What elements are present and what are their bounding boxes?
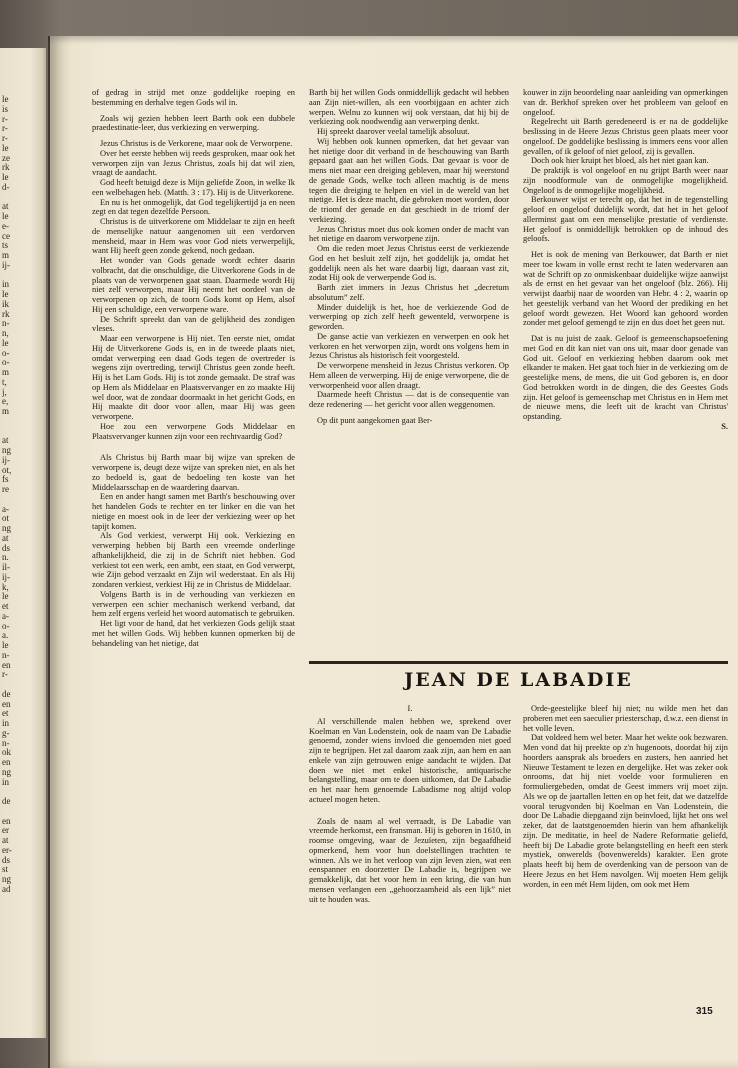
left-page-fragment: o- (2, 347, 10, 358)
left-page-fragment: de (2, 796, 11, 806)
left-page-fragment: ot, (2, 464, 12, 475)
paragraph: of gedrag in strijd met onze goddelijke roeping en bestemming en derhalve tegen Gods wil in. (92, 88, 295, 107)
paragraph: Dat voldeed hem wel beter. Maar het wekte ook bezwaren. Men vond dat hij preekte op z'n hugenoots, doordat hij zijn hoorders aansprak als broeders en zusters, hen aanried het Nieuwe Testament te lezen en dergelijke. Het was zeker ook onrooms, dat hij niet voelde voor formulieren en formuliergebeden, omdat de Geest immers vrij moet zijn. Als we op de jaartallen letten en op het feit, dat we datzelfde vooral terugvonden bij Koelman en Van Lodenstein, die door De Labadie diepgaand zijn beinvloed, lijkt het ons wel zeker, dat de laatstgenoemden hierin van hem afhankelijk zijn. De meditatie, in heel de Nadere Reformatie geliefd, heeft bij De Labadie grote belangstelling en heeft een sterk mystiek, onwerelds (bovenwerelds) karakter. Een grote plaats heeft bij hem de overdenking van de persoon van de Heere Jezus en het Hem navolgen. Wij moeten Hem gelijk worden, in een mét Hem lijden, om ook met Hem (523, 733, 728, 889)
left-page-fragment: k, (2, 581, 9, 592)
paragraph: De ganse actie van verkiezen en verwerpen en ook het verkoren en het verworpen zijn, wordt ons volgens hem in Jezus Christus als historisch feit voorgesteld. (309, 331, 509, 361)
paragraph: Orde-geestelijke bleef hij niet; nu wilde men het dan proberen met een saeculier priesterschap, d.w.z. een dienst in het volle leven. (523, 704, 728, 733)
paragraph: Doch ook hier kruipt het bloed, als het niet gaan kan. (531, 156, 709, 166)
left-page-fragment: in (2, 776, 10, 787)
paragraph: Het is ook de mening van Berkouwer, dat Barth er niet meer toe kwam in volle ernst recht te laten wedervaren aan wat de Schrift op zo onmiskenbaar duidelijke wijze aanwijst als de ernst en het gevaar van het ongeloof (blz. 266). Hij verwijst daarbij naar de woorden van Hebr. 4 : 2, waarin op het geestelijk verband van het Woord der prediking en het geloof wordt gewezen. Het Woord kan gehoord worden zonder met geloof gemengd te zijn en dus doet het geen nut. (523, 250, 728, 328)
left-page-fragment: le (2, 289, 9, 299)
left-page-fragment: en (2, 659, 11, 670)
left-page-edge (0, 48, 46, 1038)
paragraph: Dat is nu juist de zaak. Geloof is gemeenschapsoefening met God en dit kan niet van ons uit, maar door genade van God uit. Geloof en verkiezing hebben daarom ook met elkander te maken. Het gaat toch hier in de verkiezing om de geestelijke mens, de mens, die uit God geboren is, en door God betrokken wordt in de dingen, die des Geestes Gods zijn. Het geloof is gemeenschap met Christus en in Hem met de nieuwe mens, die leeft uit de kracht van Christus' opstanding. (523, 334, 728, 421)
left-page-fragment: d- (2, 181, 10, 192)
left-page-fragment: o- (2, 357, 10, 368)
left-page-fragment: le (2, 94, 9, 104)
left-page-fragment: rk (2, 162, 10, 173)
left-page-fragment: e- (2, 220, 9, 231)
paragraph: Christus is de uitverkorene om Middelaar te zijn en heeft de menselijke natuur aangenomen uit een verdorven mensheid, maar in Hem was voor God niets verwerpelijk, want Hij heeft geen zonde gekend, noch gedaan. (92, 217, 295, 256)
left-page-fragment: at (2, 201, 9, 212)
left-page-fragment: g- (2, 727, 10, 738)
paragraph: Daarmede heeft Christus — dat is de consequentie van deze redenering — het gericht voor allen weggenomen. (309, 390, 509, 409)
paragraph: Hoe zou een verworpene Gods Middelaar en Plaatsvervanger kunnen zijn voor een rechtvaardig God? (92, 421, 295, 441)
paragraph: Jezus Christus moet dus ook komen onder de macht van het nietige en daarom verworpene zijn. (309, 224, 509, 244)
left-page-fragment: ng (2, 445, 11, 455)
paragraph: De verworpene mensheid in Jezus Christus verkoren. Op Hem alleen de verwerping. Hij de enige verworpene, die de verworpenheid voor allen draagt. (309, 361, 509, 390)
left-page-fragment: t, (2, 376, 7, 387)
left-page-fragment: ok (2, 747, 11, 758)
paragraph: Regelrecht uit Barth geredeneerd is er na de goddelijke beslissing in de Heere Jezus Christus geen plaats meer voor ongeloof. De goddelijke beslissing is immers eens voor allen gevallen, of ik geloof of niet geloof, zij is gevallen. (523, 117, 728, 156)
column-1 (92, 88, 295, 648)
left-page-fragment: a- (2, 503, 9, 514)
left-page-fragment: r- (2, 669, 8, 680)
left-page-fragment: in (2, 718, 10, 728)
paragraph: Als God verkiest, verwerpt Hij ook. Verkiezing en verwerping hebben bij Barth een vreemde onderlinge afhankelijkheid, die zij in de Schrift niet hebben. God verkiest tot een werk, een ambt, een staat, en God verwerpt, wie Zijn gebod verzaakt en Zijn wil wederstaat. En als Hij zondaren verkiest, verkiest Hij ze in Christus de Middelaar. (92, 531, 295, 589)
paragraph: De Schrift spreekt dan van de gelijkheid des zondigen vleses. (92, 314, 295, 334)
left-page-fragment: et (2, 601, 9, 611)
section-numeral: I. (407, 704, 413, 713)
left-page-fragment: er (2, 825, 9, 836)
left-page-fragment: ce (2, 230, 10, 241)
left-page-fragment: r- (2, 113, 8, 124)
left-page-fragment: ik (2, 298, 10, 309)
left-page-fragment: at (2, 835, 9, 845)
left-page-fragment: ds (2, 542, 11, 553)
left-page-fragment: fs (2, 474, 9, 485)
article-heading: JEAN DE LABADIE (404, 669, 633, 691)
left-page-fragment: in (2, 279, 10, 290)
left-page-fragment: ng (2, 874, 11, 884)
left-page-fragment: en (2, 757, 11, 767)
left-page-fragment: ts (2, 240, 9, 251)
paragraph: God heeft betuigd deze is Mijn geliefde Zoon, in welke Ik een welbehagen heb. (Matth. 3 : 17). Hij is de Uitverkorene. (92, 178, 295, 197)
paragraph: Op dit punt aangekomen gaat Ber- (317, 415, 433, 425)
paragraph: Al verschillende malen hebben we, sprekend over Koelman en Van Lodenstein, ook de naam van De Labadie genoemd, zonder wiens invloed die genoemden niet goed zijn te begrijpen. Het zal daarom zaak zijn, aan hem en aan enkele van zijn getrouwen enige aandacht te wijden. Dat doen we niet met enkel historische, antiquarische belangstelling, maar om te doen uitkomen, dat De Labadie en het naar hem genoemde Labadisme nog altijd volop actueel mogen heten. (309, 716, 511, 804)
left-page-fragment: ij- (2, 571, 10, 582)
left-page-fragment: ij- (2, 454, 10, 465)
left-page-fragment: il- (2, 562, 10, 572)
left-page-fragment: en (2, 815, 11, 826)
left-page-fragment: n, (2, 328, 9, 338)
left-page-fragment: st (2, 864, 9, 875)
left-page-fragment: re (2, 484, 9, 494)
paragraph: Om die reden moet Jezus Christus eerst de verkiezende God en het besluit zelf zijn, het goddelijk ja, omdat het goddelijk neen als het ware daarbij ligt, daaraan vast zit, zodat Hij ook de verwerpende God is. (309, 244, 509, 283)
left-page-fragment: le (2, 337, 9, 348)
paragraph: Hij spreekt daarover veelal tamelijk absoluut. (317, 127, 470, 136)
left-page-fragment: e, (2, 396, 9, 407)
left-page-fragment: ad (2, 883, 11, 894)
paragraph: kouwer in zijn beoordeling naar aanleiding van opmerkingen van dr. Berkhof spreken over het probleem van geloof en ongeloof. (523, 88, 728, 117)
left-page-fragment: n- (2, 737, 10, 748)
right-page (48, 36, 738, 1068)
left-page-fragment: o- (2, 620, 10, 631)
left-page-fragment: j, (2, 386, 7, 397)
left-page-fragment: le (2, 142, 9, 153)
left-page-fragment: de (2, 688, 11, 699)
left-page-fragment: ot (2, 513, 10, 524)
paragraph: Volgens Barth is in de verhouding van verkiezen en verwerpen een schier mechanisch werkend verband, dat hem zelf ergens verleid het woord automatisch te gebruiken. (92, 589, 295, 619)
author-signature: S. (721, 421, 728, 431)
left-page-fragment: ze (2, 152, 10, 163)
left-page-fragment: n. (2, 552, 9, 563)
left-page-fragment: ds (2, 854, 11, 865)
left-page-fragment: m (2, 250, 10, 260)
page-number: 315 (696, 1006, 713, 1017)
paragraph: Zoals wij gezien hebben leert Barth ook een dubbele praedestinatie-leer, dus verkiezing en verwerping. (92, 113, 295, 133)
paragraph: Als Christus bij Barth maar bij wijze van spreken de verworpene is, deugt deze wijze van spreken niet, en als het zo bedoeld is, gaat de bedoeling ten koste van het Middelaarsschap en de waardering daarvan. (92, 453, 295, 492)
left-page-fragment: at (2, 532, 9, 543)
left-page-fragment: ng (2, 766, 11, 777)
paragraph: Berkouwer wijst er terecht op, dat het in de tegenstelling geloof en ongeloof duidelijk wordt, dat het in het geloof allerminst gaat om een menselijke prestatie of verdienste. Het geloof is onmiddellijk betrokken op de inhoud des geloofs. (523, 195, 728, 244)
paragraph: De praktijk is vol ongeloof en nu grijpt Barth weer naar zijn noodformule van de onmogelijke mogelijkheid. Ongeloof is de onmogelijke mogelijkheid. (523, 166, 728, 195)
left-page-fragment: a- (2, 610, 9, 621)
left-page-fragment: rk (2, 308, 10, 319)
left-page-fragment: n- (2, 318, 10, 329)
column-3 (523, 88, 728, 432)
paragraph: Maar een verworpene is Hij niet. Ten eerste niet, omdat Hij de Uitverkorene Gods is, en in de tweede plaats niet, omdat verwerping een daad Gods tegen de overtreder is wegens zijn overtreding, terwijl Christus geen zonde heeft. Hij is het Lam Gods. Hij is tot zonde gemaakt. De straf was op Hem als Middelaar en Plaatsvervanger en zo maakte Hij wel door, wat de zondaar doormaakt in het gericht Gods, en Hij maakte dit door voor allen, maar Hij was geen verworpene. (92, 334, 295, 421)
column-2 (309, 88, 509, 426)
left-page-fragment: le (2, 591, 9, 602)
left-page-fragment: a. (2, 630, 9, 641)
left-page-fragment: r- (2, 123, 8, 134)
article-column-left (309, 704, 511, 904)
paragraph: Het wonder van Gods genade wordt echter daarin volbracht, dat die onschuldige, die Uitverkorene Gods in de plaats van de verworpenen gaat staan. Daarmede wordt Hij niet zelf verworpen, maar Hij neemt het oordeel van de verworpenen op zich, de toorn Gods komt op Hem, alsof Hij een schuldige, een verworpene ware. (92, 256, 295, 314)
paragraph: Barth ziet immers in Jezus Christus het „decretum absolutum” zelf. (309, 283, 509, 302)
left-page-fragment: r- (2, 133, 8, 143)
paragraph: Een en ander hangt samen met Barth's beschouwing over het handelen Gods te rechter en ter linker en die van het nietige en moest ook in de leer der verkiezing weer op het tapijt komen. (92, 492, 295, 531)
paragraph: Barth bij het willen Gods onmiddellijk gedacht wil hebben aan Zijn niet-willen, als een voorbijgaan en achter zich werpen. Welnu zo kunnen wij ook verstaan, dat hij bij de verkiezing ook noodwendig aan verwerping denkt. (309, 88, 509, 127)
paragraph: Zoals de naam al wel verraadt, is De Labadie van vreemde herkomst, een fransman. Hij is geboren in 1610, in roomse omgeving, waar de Jezuïeten, zijn begaafdheid opmerkend, hem voor hun doelstellingen trachtten te winnen. Als we in het verloop van zijn leven zien, wat een eenspanner en doorzetter De Labadie is, begrijpen we gemakkelijk, dat het voor hem in een kring, die van hun mensen verlangen een „gehoorzaamheid als een lijk” niet uit te houden was. (309, 816, 511, 904)
paragraph: Wij hebben ook kunnen opmerken, dat het gevaar van het nietige door dit verband in de beschouwing van Barth gepaard gaat aan het willen Gods. Dat gevaar is voor de mens niet maar een dreiging gebleven, maar hij weerstond de genade Gods, welke toch alleen machtig is de mens tegen die dreiging te helpen en viel in de wereld van het nietige. Het is deze macht, die gebroken moet worden, door de triomf der genade en dat geschiedt in de triomf der verkiezing. (309, 136, 510, 224)
paragraph: Over het eerste hebben wij reeds gesproken, maar ook het verworpen zijn van Jezus Christus, zoals hij dat wil zien, vraagt de aandacht. (92, 148, 295, 178)
left-page-fragment: m (2, 367, 10, 377)
page-shadow (48, 36, 738, 44)
left-page-fragment: er- (2, 844, 12, 855)
left-page-fragment: en (2, 698, 11, 709)
left-page-fragment: et (2, 708, 9, 719)
left-page-fragment: at (2, 435, 9, 446)
paragraph: En nu is het onmogelijk, dat God tegelijkertijd ja en neen zegt en dat tegen dezelfde Persoon. (92, 197, 295, 217)
left-page-fragment: ij- (2, 259, 10, 270)
paragraph: Jezus Christus is de Verkorene, maar ook de Verworpene. (100, 139, 293, 148)
paragraph: Het ligt voor de hand, dat het verkiezen Gods gelijk staat met het willen Gods. Wij hebben kunnen opmerken bij de behandeling van het nietige, dat (92, 619, 295, 648)
paragraph: Minder duidelijk is het, hoe de verkiezende God de verwerping op zich zelf heeft gewenteld, verworpene is geworden. (309, 302, 509, 331)
left-page-fragment: le (2, 211, 9, 221)
left-page-fragment: m (2, 406, 10, 416)
left-page-fragment: n- (2, 649, 10, 660)
left-page-fragment: ng (2, 523, 11, 533)
article-column-right (523, 704, 728, 889)
left-page-fragment: le (2, 172, 9, 182)
left-page-fragment: is (2, 103, 9, 114)
left-page-fragment: le (2, 640, 9, 650)
